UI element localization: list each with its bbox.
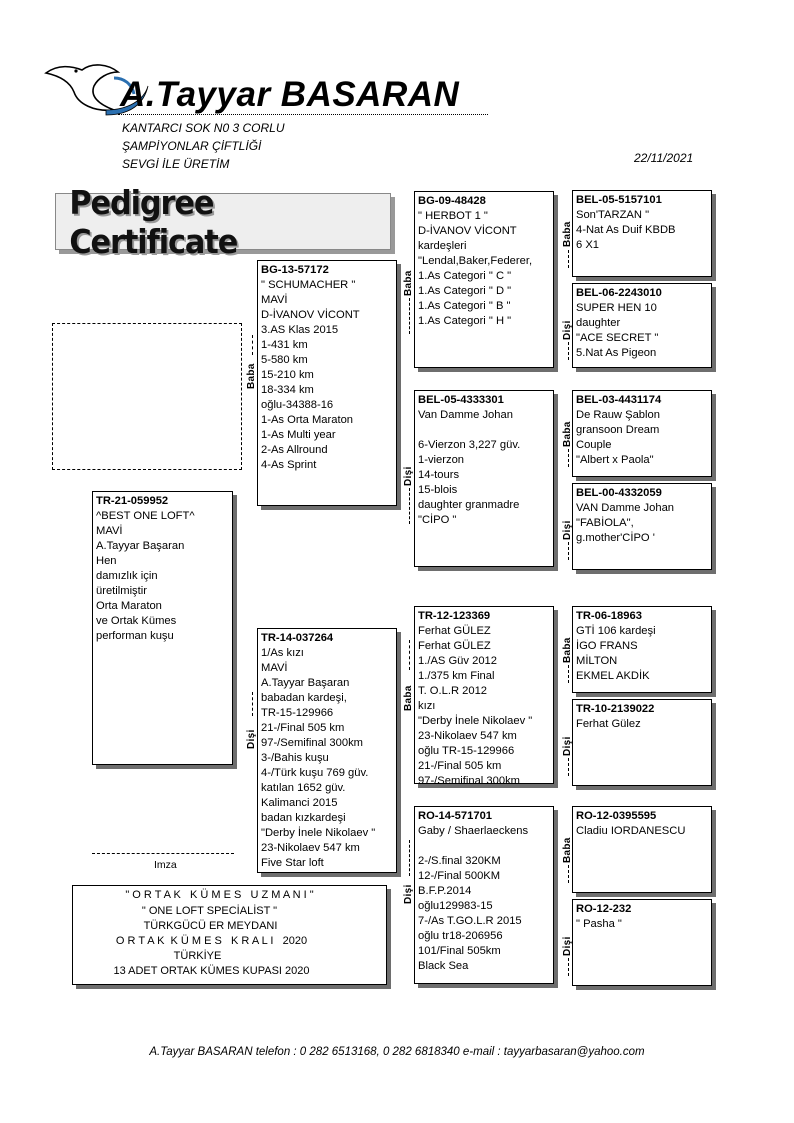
ring-number: RO-12-232 [576, 903, 632, 915]
pedigree-line: 1.As Categori " H " [418, 315, 512, 327]
pedigree-line: Son'TARZAN " [576, 209, 650, 221]
pedigree-line: 97-/Semifinal 300km [418, 775, 520, 787]
certificate-title-banner [55, 182, 391, 261]
ring-number: TR-10-2139022 [576, 703, 655, 715]
dam-sire-box [414, 606, 554, 787]
ring-number: RO-12-0395595 [576, 810, 657, 822]
pedigree-line [418, 839, 551, 854]
sdd-dam-dash [568, 542, 569, 560]
signature-line [92, 853, 234, 854]
pedigree-line: oğlu TR-15-129966 [418, 745, 515, 757]
pedigree-line: "FABİOLA", [576, 517, 634, 529]
signature-label: Imza [154, 859, 177, 871]
pedigree-line: Kalimanci 2015 [261, 797, 338, 809]
pedigree-line: Black Sea [418, 960, 469, 972]
ring-number: BEL-05-4333301 [418, 394, 504, 406]
pedigree-line: badan kızkardeşi [261, 812, 346, 824]
pedigree-line: gransoon Dream [576, 424, 660, 436]
certificate-title: Pedigree Certificate [69, 182, 238, 261]
dam-dam-dam-box [572, 899, 712, 986]
pedigree-line: oğlu129983-15 [418, 900, 493, 912]
pedigree-line: katılan 1652 güv. [261, 782, 346, 794]
dd-dam-dash [409, 840, 410, 876]
pedigree-line: ^BEST ONE LOFT^ [96, 510, 195, 522]
farm-name: ŞAMPİYONLAR ÇİFTLİĞİ [122, 139, 262, 153]
pedigree-line: 2-As Allround [261, 444, 328, 456]
pedigree-line: 21-/Final 505 km [261, 722, 345, 734]
pedigree-line: Couple [576, 439, 612, 451]
ss-sire-label: Baba [403, 270, 414, 296]
pedigree-line: 21-/Final 505 km [418, 760, 502, 772]
pedigree-line: SUPER HEN 10 [576, 302, 657, 314]
dam-label: Dişi [246, 729, 257, 749]
sire-label: Baba [246, 363, 257, 389]
pedigree-line: oğlu-34388-16 [261, 399, 334, 411]
ring-number: BEL-03-4431174 [576, 394, 662, 406]
pedigree-line: 14-tours [418, 469, 460, 481]
certificate-date: 22/11/2021 [634, 151, 694, 165]
pedigree-line: Five Star loft [261, 857, 324, 869]
pedigree-line: kızı [418, 700, 436, 712]
pedigree-line: 1/As kızı [261, 647, 304, 659]
dam-dam-box [414, 806, 554, 984]
pedigree-line: Hen [96, 555, 117, 567]
pedigree-line: " SCHUMACHER " [261, 279, 356, 291]
pedigree-line: EKMEL AKDİK [576, 670, 650, 682]
achievement-line-2: " ONE LOFT SPECİALİST " [141, 905, 278, 917]
pedigree-line: oğlu tr18-206956 [418, 930, 503, 942]
achievement-line-4: O R T A K K Ü M E S K R A L I 2020 [115, 935, 308, 947]
pedigree-line: daughter [576, 317, 621, 329]
pedigree-line: g.mother'CİPO ' [576, 532, 655, 544]
pedigree-line: 15-210 km [261, 369, 314, 381]
pedigree-line: "ACE SECRET " [576, 332, 659, 344]
dam-box [257, 628, 397, 873]
sire-sire-sire-content [576, 193, 709, 253]
sire-box [257, 260, 397, 506]
dam-sire-dam-box [572, 699, 712, 786]
pedigree-line: 1-vierzon [418, 454, 465, 466]
dds-sire-dash [568, 865, 569, 883]
sire-sire-dam-content [576, 286, 709, 361]
sire-dam-sire-content [576, 393, 709, 468]
sire-label-dash [252, 335, 253, 355]
dsd-dam-dash [568, 758, 569, 776]
slogan: SEVGİ İLE ÜRETİM [122, 157, 230, 171]
achievements-box [72, 885, 387, 985]
sire-dam-content [418, 393, 551, 528]
pedigree-line: 6 X1 [576, 239, 600, 251]
pedigree-line: 7-/As T.GO.L.R 2015 [418, 915, 522, 927]
ring-number: BEL-00-4332059 [576, 487, 662, 499]
ring-number: BEL-05-5157101 [576, 194, 662, 206]
sire-sire-dam-box [572, 283, 712, 368]
ss-sire-dash [409, 298, 410, 334]
pedigree-line: 1.As Categori " D " [418, 285, 512, 297]
pedigree-line: daughter granmadre [418, 499, 520, 511]
pedigree-line: 1-431 km [261, 339, 308, 351]
dam-dam-dam-content [576, 902, 709, 932]
dam-dam-sire-box [572, 806, 712, 893]
sire-dam-dam-content [576, 486, 709, 546]
pedigree-line: Ferhat Gülez [576, 718, 641, 730]
pedigree-line: 15-blois [418, 484, 458, 496]
pedigree-line: 5-580 km [261, 354, 308, 366]
pedigree-line: Ferhat GÜLEZ [418, 625, 491, 637]
sds-sire-dash [568, 449, 569, 467]
dam-dam-sire-content [576, 809, 709, 839]
ssd-dam-label: Dişi [562, 320, 573, 340]
ring-number: RO-14-571701 [418, 810, 493, 822]
pedigree-line: 4-As Sprint [261, 459, 317, 471]
pedigree-line: Gaby / Shaerlaeckens [418, 825, 529, 837]
pedigree-line: ve Ortak Kümes [96, 615, 177, 627]
pedigree-line: İGO FRANS [576, 640, 638, 652]
sss-sire-label: Baba [562, 221, 573, 247]
subject-bird-box [92, 491, 233, 765]
pedigree-line: MAVİ [96, 525, 123, 537]
pedigree-line: MAVİ [261, 662, 288, 674]
ring-number: BG-13-57172 [261, 264, 329, 276]
achievement-line-6: 13 ADET ORTAK KÜMES KUPASI 2020 [113, 965, 310, 977]
header-dotted-rule [118, 114, 488, 115]
pedigree-line: "Derby İnele Nikolaev " [418, 715, 533, 727]
pedigree-line: performan kuşu [96, 630, 174, 642]
pedigree-line: MİLTON [576, 655, 618, 667]
sire-sire-box [414, 191, 554, 368]
ddd-dam-dash [568, 958, 569, 976]
dam-sire-content [418, 609, 551, 789]
pedigree-line: 3.AS Klas 2015 [261, 324, 339, 336]
ds-sire-dash [409, 640, 410, 670]
ssd-dam-dash [568, 342, 569, 360]
dds-sire-label: Baba [562, 837, 573, 863]
pedigree-line: 97-/Semifinal 300km [261, 737, 363, 749]
pedigree-line: 12-/Final 500KM [418, 870, 501, 882]
pedigree-line: 23-Nikolaev 547 km [418, 730, 517, 742]
pedigree-line: babadan kardeşi, [261, 692, 347, 704]
pedigree-line: 2-/S.final 320KM [418, 855, 501, 867]
ring-number: TR-12-123369 [418, 610, 491, 622]
dsd-dam-label: Dişi [562, 736, 573, 756]
ring-number: BEL-06-2243010 [576, 287, 662, 299]
sire-sire-content [418, 194, 551, 329]
breeder-name: A.Tayyar BASARAN [120, 75, 460, 114]
dd-dam-label: Dişi [403, 884, 414, 904]
ring-number: TR-21-059952 [96, 495, 169, 507]
pedigree-line: A.Tayyar Başaran [96, 540, 185, 552]
pedigree-line: "Derby İnele Nikolaev " [261, 827, 376, 839]
ring-number: TR-14-037264 [261, 632, 334, 644]
sire-dam-box [414, 390, 554, 567]
dam-sire-sire-box [572, 606, 712, 693]
dam-sire-sire-content [576, 609, 709, 684]
sire-sire-sire-box [572, 190, 712, 277]
contact-footer: A.Tayyar BASARAN telefon : 0 282 6513168, 0 282 6818340 e-mail : tayyarbasaran@yahoo.com [149, 1046, 645, 1058]
pedigree-line: De Rauw Şablon [576, 409, 660, 421]
photo-placeholder [52, 323, 242, 470]
pedigree-line: A.Tayyar Başaran [261, 677, 350, 689]
sdd-dam-label: Dişi [562, 520, 573, 540]
pedigree-line: D-İVANOV VİCONT [261, 309, 360, 321]
pedigree-line: D-İVANOV VİCONT [418, 225, 517, 237]
pedigree-line: T. O.L.R 2012 [418, 685, 488, 697]
dam-content [261, 631, 394, 871]
pedigree-line: Orta Maraton [96, 600, 162, 612]
pedigree-line: 1.As Categori " C " [418, 270, 512, 282]
achievement-line-1: " O R T A K K Ü M E S U Z M A N I " [125, 889, 314, 901]
sire-dam-sire-box [572, 390, 712, 477]
pedigree-line: MAVİ [261, 294, 288, 306]
pedigree-line: 23-Nikolaev 547 km [261, 842, 360, 854]
ring-number: BG-09-48428 [418, 195, 486, 207]
sire-content [261, 263, 394, 473]
pedigree-line: Cladiu IORDANESCU [576, 825, 686, 837]
pedigree-line: " HERBOT 1 " [418, 210, 488, 222]
dam-dam-content [418, 809, 551, 974]
pedigree-line: Ferhat GÜLEZ [418, 640, 491, 652]
pedigree-line: 5.Nat As Pigeon [576, 347, 657, 359]
dss-sire-dash [568, 665, 569, 683]
pedigree-line: 1./375 km Final [418, 670, 495, 682]
dam-label-dash [252, 692, 253, 716]
pedigree-line: Van Damme Johan [418, 409, 513, 421]
pedigree-line: kardeşleri [418, 240, 467, 252]
pedigree-line: 1.As Categori " B " [418, 300, 511, 312]
pedigree-line: "CİPO " [418, 514, 457, 526]
pedigree-line: "Albert x Paola" [576, 454, 654, 466]
dss-sire-label: Baba [562, 637, 573, 663]
pedigree-line: damızlık için [96, 570, 158, 582]
pedigree-line: VAN Damme Johan [576, 502, 675, 514]
ds-sire-label: Baba [403, 685, 414, 711]
achievement-line-3: TÜRKGÜCÜ ER MEYDANI [143, 920, 278, 932]
pedigree-line: 6-Vierzon 3,227 güv. [418, 439, 521, 451]
sss-sire-dash [568, 250, 569, 268]
dam-sire-dam-content [576, 702, 709, 732]
pedigree-line: 1./AS Güv 2012 [418, 655, 497, 667]
pedigree-line: 4-Nat As Duif KBDB [576, 224, 676, 236]
breeder-address: KANTARCI SOK N0 3 CORLU [122, 121, 285, 135]
pedigree-line: "Lendal,Baker,Federer, [418, 255, 533, 267]
pedigree-line: 1-As Multi year [261, 429, 336, 441]
subject-bird-content [96, 494, 230, 644]
pedigree-line: üretilmiştir [96, 585, 147, 597]
sds-sire-label: Baba [562, 421, 573, 447]
pedigree-line: " Pasha " [576, 918, 622, 930]
pedigree-line: 3-/Bahis kuşu [261, 752, 329, 764]
ring-number: TR-06-18963 [576, 610, 642, 622]
pedigree-line: 18-334 km [261, 384, 314, 396]
pedigree-line: 4-/Türk kuşu 769 güv. [261, 767, 369, 779]
pedigree-line: 1-As Orta Maraton [261, 414, 354, 426]
pedigree-line: GTİ 106 kardeşi [576, 625, 656, 637]
pedigree-line: B.F.P.2014 [418, 885, 472, 897]
pedigree-line [418, 423, 551, 438]
pedigree-line: 101/Final 505km [418, 945, 501, 957]
ddd-dam-label: Dişi [562, 936, 573, 956]
achievement-line-5: TÜRKİYE [173, 950, 222, 962]
sd-dam-label: Dişi [403, 466, 414, 486]
sd-dam-dash [409, 488, 410, 524]
sire-dam-dam-box [572, 483, 712, 570]
pedigree-line: TR-15-129966 [261, 707, 334, 719]
